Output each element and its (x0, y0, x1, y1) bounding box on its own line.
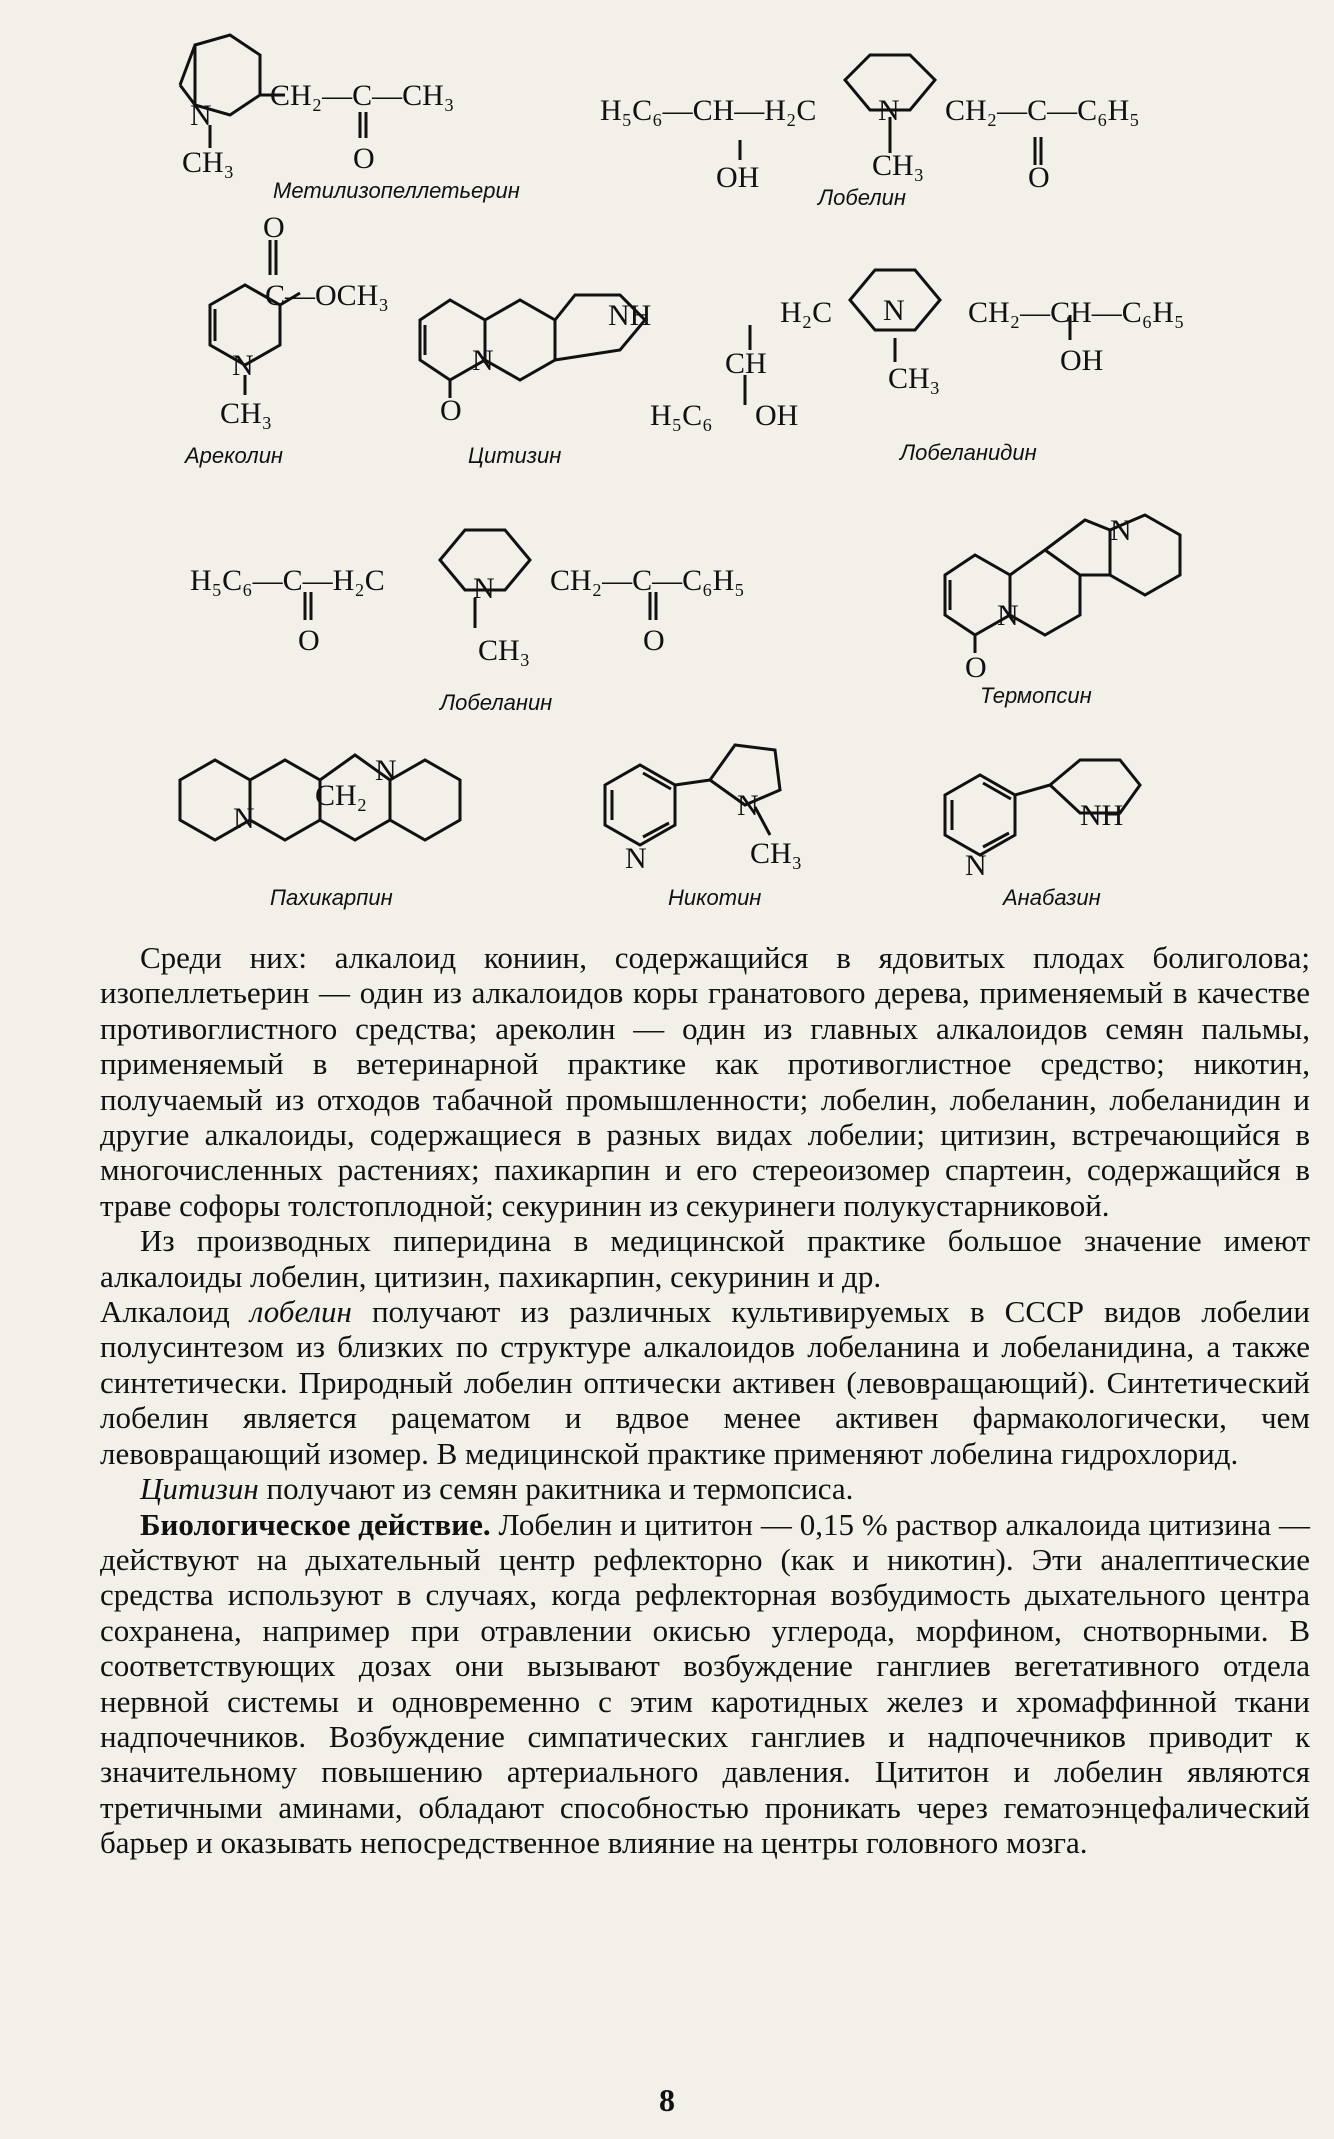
caption-lobelanidin: Лобеланидин (900, 440, 1037, 465)
p4-citizin: Цитизин (140, 1471, 259, 1507)
pyridine-ring (945, 775, 1015, 855)
right-group: CH₂—CH—C₆H₅ (968, 296, 1185, 329)
n-label: N (190, 99, 212, 132)
structure-lobelanidin (650, 240, 1210, 440)
n-methyl: CH₃ (750, 837, 803, 870)
ch2: CH₂ (315, 779, 368, 812)
n-label: N (878, 94, 900, 127)
n-label: N (883, 294, 905, 327)
caption-lobelin: Лобелин (818, 185, 906, 210)
h2c: H₂C (780, 296, 833, 329)
middle-ring (485, 300, 555, 380)
n-top: N (1110, 514, 1132, 547)
n-left: N (233, 802, 255, 835)
structure-citizin (410, 280, 652, 427)
caption-pahikarpin: Пахикарпин (270, 885, 393, 910)
structure-termopsin (935, 505, 1215, 685)
paragraph-1: Среди них: алкалоид кониин, содержащийся в ядовитых плодах болиголова; изопеллетьерин — один из алкалоидов коры гранатового дерева, применяемый в качестве противоглистного средства; ареколин — один из главных алкалоидов семян пальмы, применяемый в ветеринарной практике как противоглистное средство; никотин, получаемый из отходов табачной промышленности; лобелин, лобеланин, лобеланидин и другие алкалоиды, содержащиеся в разных видах лобелии; цитизин, встречающийся в многочисленных растениях; пахикарпин и его стереоизомер спартеин, содержащийся в траве софоры толстоплодной; секуринин из секуринеги полукустарниковой. (100, 940, 1310, 1223)
n-label: N (232, 349, 254, 382)
caption-arekolin: Ареколин (185, 443, 284, 468)
right-o: O (643, 624, 665, 657)
ester: C—OCH₃ (265, 279, 389, 312)
pyridine-ring (605, 765, 675, 845)
carbonyl-o: O (1028, 161, 1050, 194)
n-label: N (473, 572, 495, 605)
left-oh: OH (716, 161, 760, 194)
structure-arekolin (170, 211, 410, 430)
n-methyl: CH₃ (872, 149, 925, 182)
structure-metilizopelletierin (160, 30, 480, 180)
caption-anabazin: Анабазин (1003, 885, 1101, 910)
structure-lobelanin (190, 510, 810, 670)
n-methyl: CH₃ (220, 397, 273, 430)
structure-lobelin (600, 25, 1160, 195)
body-text (100, 940, 1310, 1861)
caption-termopsin: Термопсин (980, 683, 1092, 708)
carbonyl-o: O (263, 211, 285, 244)
n-label: N (472, 344, 494, 377)
p3-lobelin: лобелин (249, 1294, 352, 1330)
paragraph-4 (100, 1471, 1310, 1506)
right-group: CH₂—C—C₆H₅ (945, 94, 1140, 127)
carbonyl-o: O (965, 651, 987, 684)
caption-lobelanin: Лобеланин (440, 690, 553, 715)
n-label: N (737, 789, 759, 822)
middle-ring (1010, 550, 1080, 635)
paragraph-2: Из производных пиперидина в медицинской практике большое значение имеют алкалоиды лобелин, цитизин, пахикарпин, секуринин и др. (100, 1223, 1310, 1294)
left-group: H₅C₆—CH—H₂C (600, 94, 817, 127)
paragraph-3 (100, 1294, 1310, 1471)
caption-nikotin: Никотин (668, 885, 762, 910)
nh: NH (608, 299, 652, 332)
carbonyl-o: O (440, 394, 462, 427)
structure-anabazin (940, 735, 1180, 882)
structure-nikotin (595, 735, 835, 875)
page-number: 8 (659, 2082, 675, 2118)
n-pyridine: N (625, 842, 647, 875)
structure-pahikarpin (175, 740, 475, 860)
p5-rest: Лобелин и цититон — 0,15 % раствор алкалоида цитизина — действуют на дыхательный центр рефлекторно (как и никотин). Эти аналептические средства используют в случаях, когда рефлекторная возбудимость дыхательного центра сохранена, например при отравлении окисью углерода, морфином, снотворными. В соответствующих дозах они вызывают возбуждение ганглиев вегетативного отдела нервной системы и одновременно с этим каротидных желез и хромаффинной ткани надпочечников. Возбуждение симпатических ганглиев и надпочечников приводит к значительному повышению артериального давления. Цититон и лобелин являются третичными аминами, обладают способностью проникать через гематоэнцефалический барьер и оказывать непосредственное влияние на центры головного мозга. (100, 1506, 1310, 1861)
n-methyl: CH₃ (478, 634, 531, 667)
h5c6: H₅C₆ (650, 399, 713, 432)
n-label: N (997, 599, 1019, 632)
substituent: CH₂—C—CH₃ (270, 79, 455, 112)
oh-left: OH (755, 399, 799, 432)
n-pyridine: N (965, 849, 987, 882)
p3-rest: получают из различных культивируемых в СССР видов лобелии полусинтезом из близких по структуре алкалоидов лобеланина и лобеланидина, а также синтетически. Природный лобелин оптически активен (левовращающий). Синтетический лобелин является рацематом и вдвое менее активен фармакологически, чем левовращающий изомер. В медицинской практике применяют лобелина гидрохлорид. (100, 1294, 1311, 1471)
right-group: CH₂—C—C₆H₅ (550, 564, 745, 597)
ch-left: CH (725, 347, 767, 380)
nh: NH (1080, 799, 1124, 832)
oh-right: OH (1060, 344, 1104, 377)
ring-b (250, 760, 320, 840)
n-right: N (375, 754, 397, 787)
p4-rest: получают из семян ракитника и термопсиса. (258, 1471, 854, 1507)
n-methyl: CH₃ (888, 362, 941, 395)
n-methyl: CH₃ (182, 146, 235, 179)
carbonyl-o: O (353, 142, 375, 175)
left-group: H₅C₆—C—H₂C (190, 564, 385, 597)
caption-metilizopelletierin: Метилизопеллетьерин (273, 178, 520, 203)
ring-d (390, 760, 460, 840)
caption-citizin: Цитизин (468, 443, 562, 468)
left-o: O (298, 624, 320, 657)
p5-heading: Биологическое действие. (140, 1506, 491, 1542)
paragraph-5 (100, 1507, 1310, 1861)
p3-start: Алкалоид (100, 1294, 250, 1330)
